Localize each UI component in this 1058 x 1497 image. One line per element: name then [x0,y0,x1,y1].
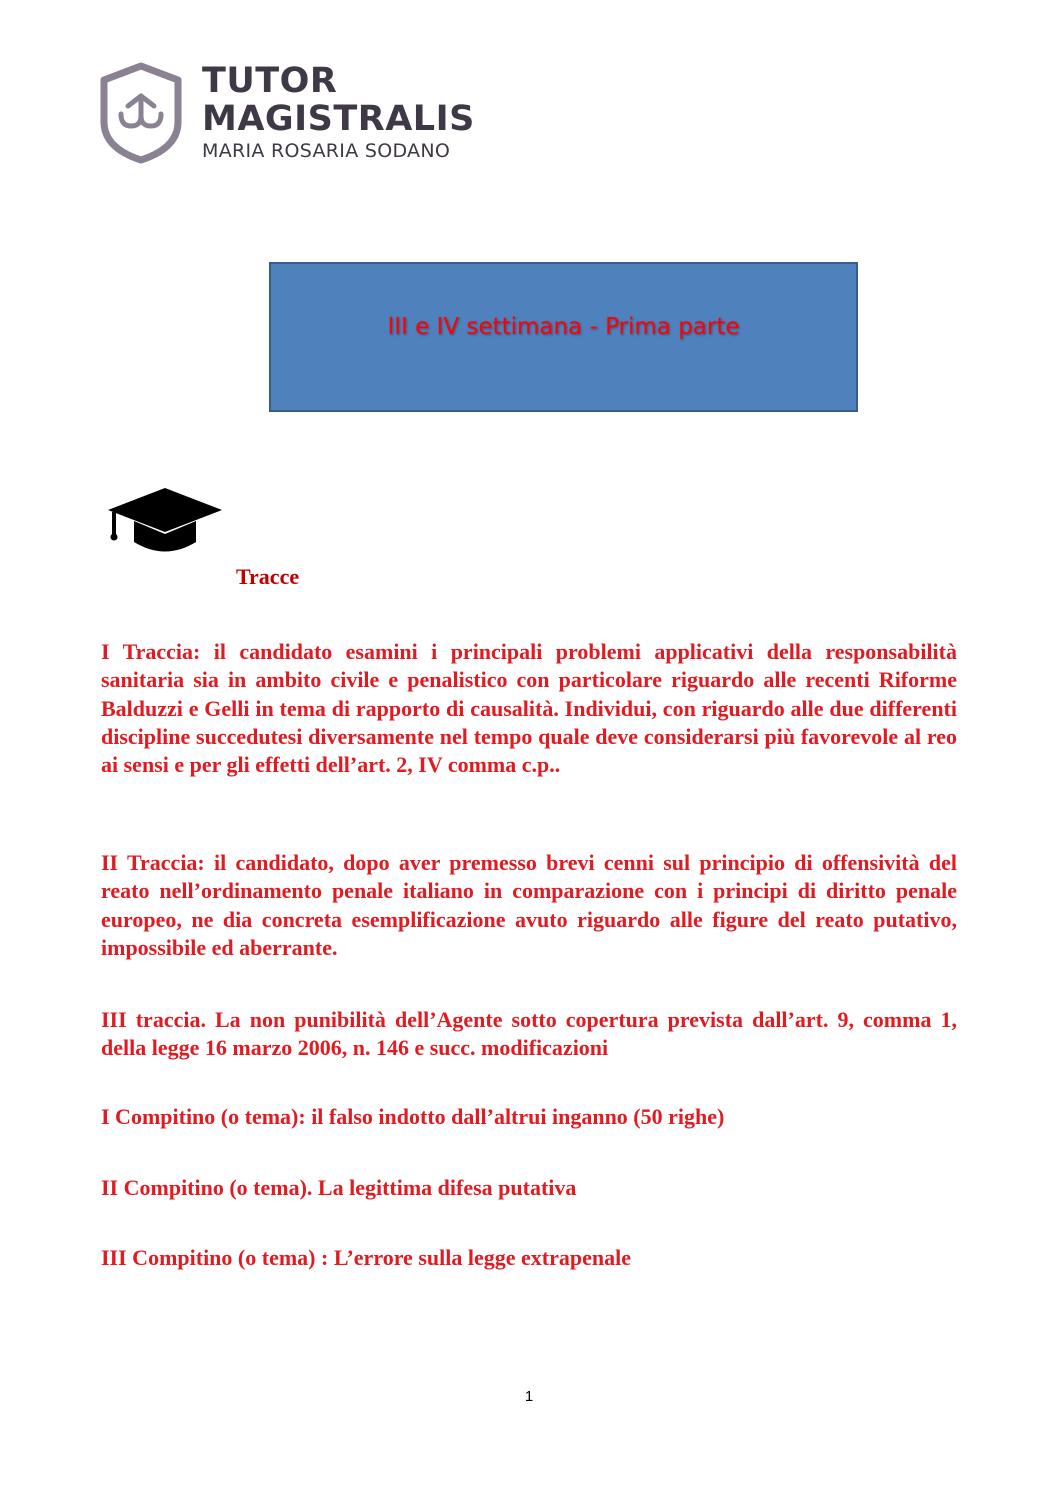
logo [98,62,498,166]
compitino-2: II Compitino (o tema). La legittima difesa putativa [101,1175,577,1200]
title-box [269,262,858,412]
logo-subtitle: MARIA ROSARIA SODANO [202,140,451,162]
page-number: 1 [524,1388,534,1405]
traccia-3: III traccia. La non punibilità dell’Agente sotto copertura prevista dall’art. 9, comma 1, della legge 16 marzo 2006, n. 146 e succ. modificazioni [101,1007,957,1061]
graduation-cap-icon [106,487,224,555]
compitino-1: I Compitino (o tema): il falso indotto dall’altrui inganno (50 righe) [101,1104,725,1129]
shield-emblem-icon [98,62,184,164]
logo-line-2: MAGISTRALIS [202,99,475,139]
logo-line-1: TUTOR [202,61,338,101]
traccia-2: II Traccia: il candidato, dopo aver premesso brevi cenni sul principio di offensività del reato nell’ordinamento penale italiano in comparazione con i principi di diritto penale europeo, ne dia concreta esemplificazione avuto riguardo alle figure del reato putativo, impossibile ed aberrante. [101,850,957,960]
section-heading: Tracce [236,564,300,589]
compitino-3: III Compitino (o tema) : L’errore sulla legge extrapenale [101,1245,631,1270]
traccia-1: I Traccia: il candidato esamini i principali problemi applicativi della responsabilità sanitaria sia in ambito civile e penalistico con particolare riguardo alle recenti Riforme Balduzzi e Gelli in tema di rapporto di causalità. Individui, con riguardo alle due differenti discipline succedutesi diversamente nel tempo quale deve considerarsi più favorevole al reo ai sensi e per gli effetti dell’art. 2, IV comma c.p.. [101,639,957,778]
title-text: III e IV settimana - Prima parte [387,314,740,340]
